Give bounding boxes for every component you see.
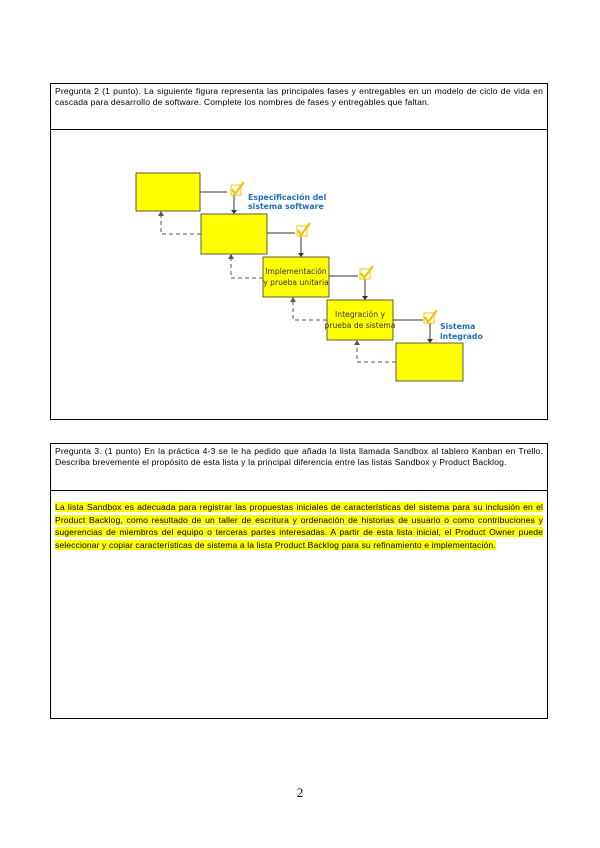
phase-4-label-line1: Integración y xyxy=(335,310,385,319)
phase-box-2[interactable] xyxy=(201,214,267,254)
phase-box-4 xyxy=(327,300,393,340)
deliverable-1-label-line1: Especificación del xyxy=(248,193,327,202)
deliverable-4-label-line2: integrado xyxy=(440,332,483,341)
check-icon-3 xyxy=(360,266,373,279)
question-3-box xyxy=(50,443,548,719)
answer-text: La lista Sandbox es adecuada para registrar las propuestas iniciales de características del sistema para su inclusión en el Product Backlog, como resultado de un taller de escritura y ordenación de historias de usuario o como contribuciones y sugerencias de miembros del equipo o terceras partes interesadas. A partir de esta lista inicial, el Product Owner puede seleccionar y copiar características de sistema a la lista Product Backlog para su refinamiento e implementación. xyxy=(55,502,543,550)
page-number: 2 xyxy=(296,785,304,800)
phase-3-label-line1: Implementación xyxy=(265,267,327,276)
question-2-box xyxy=(50,83,548,420)
phase-box-3 xyxy=(263,257,329,297)
deliverable-1-label-line2: sistema software xyxy=(248,202,324,211)
question-3-text: Pregunta 3. (1 punto) En la práctica 4-3 se le ha pedido que añada la lista llamada Sandbox al tablero Kanban en Trello. Describa brevemente el propósito de esta lista y la principal diferencia entre las listas Sandbox y Product Backlog. xyxy=(51,444,547,491)
check-icon-1 xyxy=(231,182,244,195)
deliverable-4-label-line1: Sistema xyxy=(440,322,476,331)
phase-4-label-line2: prueba de sistema xyxy=(324,321,396,330)
phase-3-label-line2: y prueba unitaria xyxy=(263,278,329,287)
check-icon-4 xyxy=(424,310,437,323)
check-icon-2 xyxy=(297,223,310,236)
answer-area[interactable] xyxy=(51,491,547,551)
phase-box-1[interactable] xyxy=(136,173,200,211)
waterfall-diagram xyxy=(51,130,547,419)
phase-box-5[interactable] xyxy=(396,343,463,381)
question-2-text: Pregunta 2 (1 punto). La siguiente figura representa las principales fases y entregables en un modelo de ciclo de vida en cascada para desarrollo de software. Complete los nombres de fases y entregables que faltan. xyxy=(51,84,547,130)
